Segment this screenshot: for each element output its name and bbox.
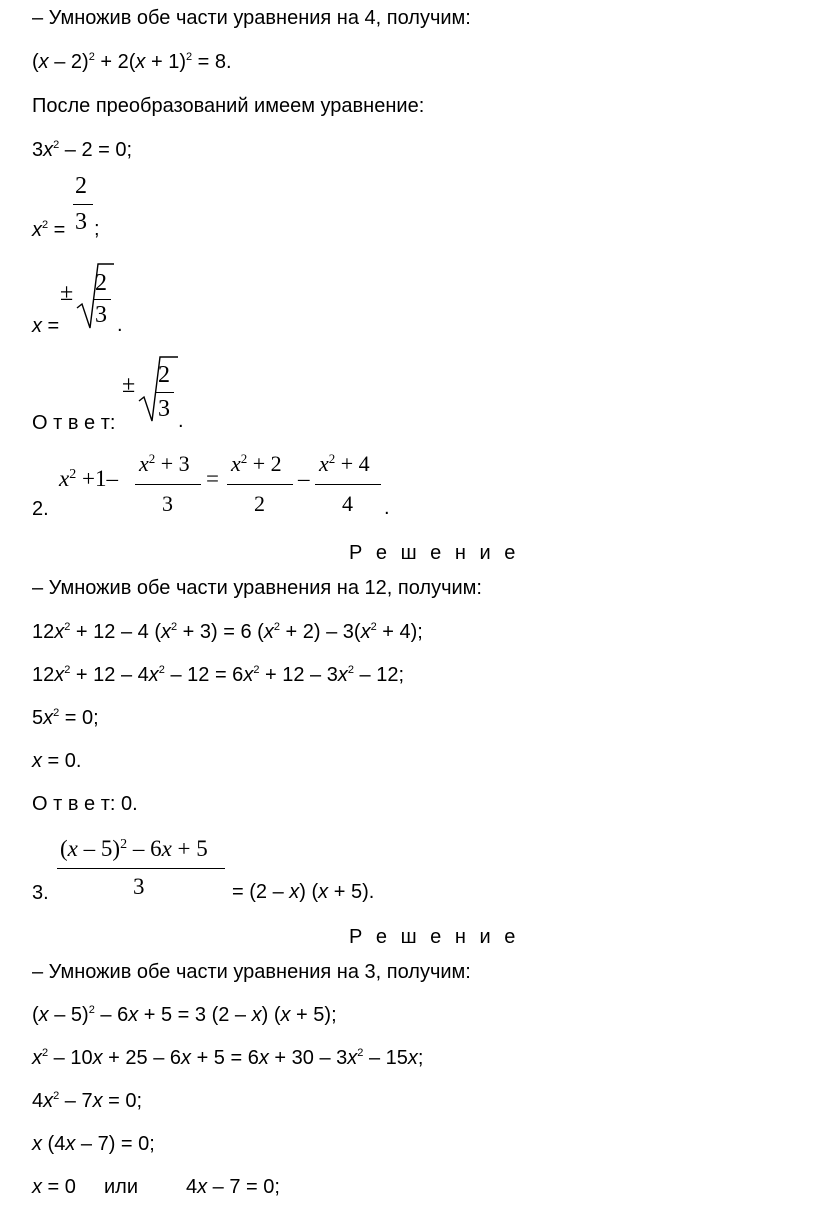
p2-frac1-num: $x^2 + 3$ (139, 451, 190, 476)
intro-line-2: – Умножив обе части уравнения на 12, получим: (32, 577, 482, 599)
answer-frac-num: 2 (158, 362, 170, 388)
period: . (117, 314, 123, 336)
problem-3-number: 3. (32, 882, 49, 904)
p3-rhs: = (2 – x) (x + 5). (232, 881, 375, 903)
answer-frac-den: 3 (158, 396, 170, 422)
or-word: или (104, 1176, 139, 1198)
sqrt-frac-bar (93, 299, 111, 300)
x-squared-equals: $x^2$ = (32, 219, 66, 241)
equation-line-4: $12x^2 + 12 - 4x^2 - 12 = 6x^2 + 12 - 3x^2 - 12$; (32, 664, 405, 686)
answer-plus-minus: ± (122, 372, 136, 398)
p2-frac2-den: 2 (254, 491, 265, 516)
p2-frac1-bar (135, 484, 201, 485)
intro-line-3: – Умножив обе части уравнения на 3, получим: (32, 961, 471, 983)
frac-two-thirds-num: 2 (75, 173, 87, 199)
p2-lead-term: $x^2 +1-$ (59, 466, 118, 491)
equation-line-6: x = 0. (32, 750, 82, 772)
equation-line-8: $x^2 - 10x + 25 - 6x + 5 = 6x + 30 - 3x^2 - 15x$; (32, 1047, 424, 1069)
intro-line-1: – Умножив обе части уравнения на 4, получим: (32, 7, 471, 29)
p2-frac2-bar (227, 484, 293, 485)
equation-line-3: $12x^2 + 12 - 4$ $(x^2 + 3) = 6$ $(x^2 + 2) - 3(x^2 + 4)$; (32, 621, 423, 643)
p2-frac3-num: $x^2 + 4$ (319, 451, 370, 476)
equation-line-1: $(x - 2)^2 + 2(x + 1)^2 = 8$. (32, 51, 232, 73)
p3-denominator: 3 (133, 874, 145, 899)
solution-heading-1: Р е ш е н и е (349, 542, 520, 564)
sqrt-frac-num: 2 (95, 270, 107, 296)
plus-minus-sign: ± (60, 280, 74, 306)
frac-bar (73, 204, 93, 205)
p2-minus: – (298, 466, 310, 491)
answer-frac-bar (156, 392, 174, 393)
equation-line-2: $3x^2 - 2 = 0$; (32, 139, 133, 161)
x-equals: x = (32, 315, 60, 337)
p2-frac1-den: 3 (162, 491, 173, 516)
equation-line-5: $5x^2 = 0$; (32, 707, 99, 729)
semicolon: ; (94, 218, 100, 240)
p2-equals: = (206, 466, 219, 491)
equation-line-11: x = 0 (32, 1176, 76, 1198)
p3-frac-bar (57, 868, 225, 869)
p3-numerator: (x – 5)$^2$ – 6x + 5 (60, 836, 208, 861)
answer-period: . (178, 410, 184, 432)
p2-period: . (384, 497, 390, 519)
equation-line-10: x (4x – 7) = 0; (32, 1133, 155, 1155)
p2-frac3-den: 4 (342, 491, 353, 516)
p2-frac2-num: $x^2 + 2$ (231, 451, 282, 476)
problem-2-number: 2. (32, 498, 49, 520)
answer-2: О т в е т: 0. (32, 793, 138, 815)
after-transform-line: После преобразований имеем уравнение: (32, 95, 425, 117)
sqrt-frac-den: 3 (95, 302, 107, 328)
equation-line-7: (x – 5)$^2$ – 6x + 5 = 3 (2 – x) (x + 5); (32, 1004, 337, 1026)
solution-heading-2: Р е ш е н и е (349, 926, 520, 948)
equation-line-9: $4x^2 - 7x = 0$; (32, 1090, 143, 1112)
frac-two-thirds-den: 3 (75, 209, 87, 235)
p2-frac3-bar (315, 484, 381, 485)
equation-line-11-right: 4x – 7 = 0; (186, 1176, 280, 1198)
answer-1-label: О т в е т: (32, 412, 116, 434)
